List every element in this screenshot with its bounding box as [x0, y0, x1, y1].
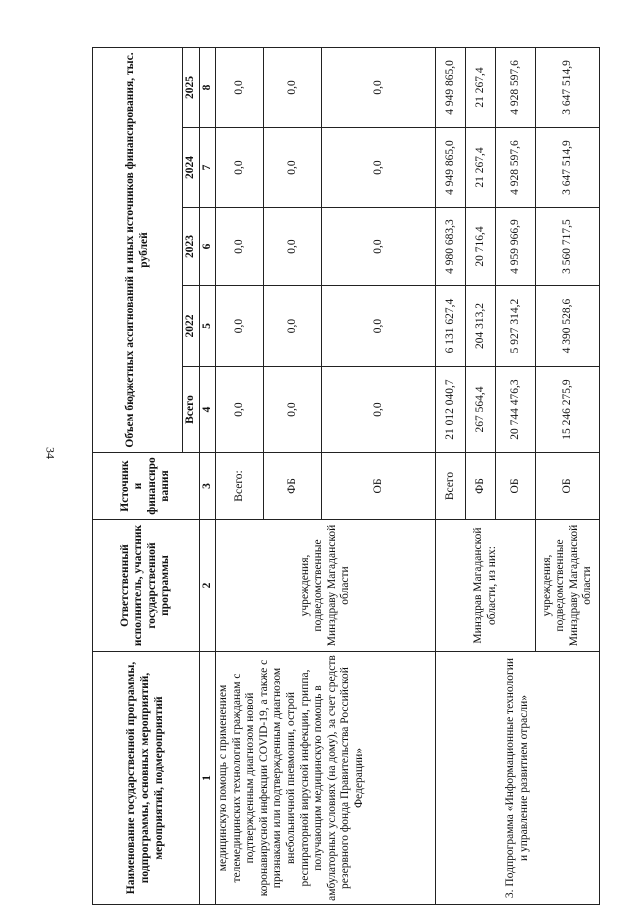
- source-cell: ОБ: [536, 453, 600, 520]
- value-cell: 4 928 597,6: [496, 128, 536, 208]
- program-name-cell: медицинскую помощь с применением телемедицинских технологий гражданам с подтвержденным диагнозом новой коронавирусной инфекции COVID-19, а также с признаками или подтвержденным диагнозом внебольничной пневмонии, острой респираторной вирусной инфекции, гриппа, получающим медицинскую помощь в амбулаторных условиях (на дому), за счет средств резервного фонда Правительства Российской Федерации»: [216, 652, 436, 905]
- value-cell: 0,0: [322, 367, 436, 453]
- rotated-table-container: [92, 48, 594, 905]
- col-number: 4: [199, 367, 216, 453]
- col-number: 5: [199, 286, 216, 367]
- value-cell: 3 647 514,9: [536, 128, 600, 208]
- header-finance-group: Объем бюджетных ассигнований и иных источников финансирования, тыс. рублей: [93, 47, 183, 452]
- col-number: 2: [199, 520, 216, 652]
- value-cell: 0,0: [264, 128, 322, 208]
- value-cell: 0,0: [216, 367, 264, 453]
- value-cell: 20 744 476,3: [496, 367, 536, 453]
- value-cell: 0,0: [264, 286, 322, 367]
- value-cell: 6 131 627,4: [436, 286, 466, 367]
- col-number: 6: [199, 208, 216, 286]
- subprogram-name-cell: 3. Подпрограмма «Информационные технологии и управление развитием отрасли»: [436, 652, 600, 905]
- value-cell: 0,0: [216, 286, 264, 367]
- value-cell: 5 927 314,2: [496, 286, 536, 367]
- col-number: 3: [199, 453, 216, 520]
- header-2024: 2024: [183, 128, 200, 208]
- value-cell: 0,0: [216, 208, 264, 286]
- value-cell: 3 647 514,9: [536, 47, 600, 127]
- value-cell: 0,0: [264, 47, 322, 127]
- executor-cell: учреждения, подведомственные Минздраву Магаданской области: [216, 520, 436, 652]
- page-number: 34: [43, 447, 58, 459]
- table-row: [216, 47, 264, 904]
- table-row: [436, 47, 466, 904]
- header-source: Источник и финансиро вания: [93, 453, 200, 520]
- header-2025: 2025: [183, 47, 200, 127]
- executor-cell: учреждения, подведомственные Минздраву Магаданской области: [536, 520, 600, 652]
- header-name: Наименование государственной программы, подпрограммы, основных мероприятий, мероприятий, подмероприятий: [93, 652, 200, 905]
- financing-table: [92, 47, 600, 905]
- value-cell: 0,0: [322, 286, 436, 367]
- header-total: Всего: [183, 367, 200, 453]
- value-cell: 21 012 040,7: [436, 367, 466, 453]
- source-cell: ФБ: [264, 453, 322, 520]
- header-2023: 2023: [183, 208, 200, 286]
- col-number: 7: [199, 128, 216, 208]
- executor-cell: Минздрав Магаданской области, из них:: [436, 520, 536, 652]
- col-number: 8: [199, 47, 216, 127]
- value-cell: 4 959 966,9: [496, 208, 536, 286]
- value-cell: 4 390 528,6: [536, 286, 600, 367]
- value-cell: 4 949 865,0: [436, 128, 466, 208]
- value-cell: 204 313,2: [466, 286, 496, 367]
- value-cell: 0,0: [322, 47, 436, 127]
- value-cell: 4 980 683,3: [436, 208, 466, 286]
- value-cell: 0,0: [322, 128, 436, 208]
- header-executor: Ответственный исполнитель, участник государственной программы: [93, 520, 200, 652]
- value-cell: 20 716,4: [466, 208, 496, 286]
- source-cell: ОБ: [496, 453, 536, 520]
- value-cell: 0,0: [322, 208, 436, 286]
- value-cell: 0,0: [264, 208, 322, 286]
- value-cell: 21 267,4: [466, 128, 496, 208]
- header-2022: 2022: [183, 286, 200, 367]
- source-cell: Всего: [436, 453, 466, 520]
- value-cell: 267 564,4: [466, 367, 496, 453]
- source-cell: ФБ: [466, 453, 496, 520]
- value-cell: 15 246 275,9: [536, 367, 600, 453]
- value-cell: 4 949 865,0: [436, 47, 466, 127]
- column-numbers-row: [199, 47, 216, 904]
- value-cell: 21 267,4: [466, 47, 496, 127]
- source-cell: Всего:: [216, 453, 264, 520]
- source-cell: ОБ: [322, 453, 436, 520]
- value-cell: 3 560 717,5: [536, 208, 600, 286]
- value-cell: 0,0: [216, 128, 264, 208]
- value-cell: 0,0: [264, 367, 322, 453]
- value-cell: 4 928 597,6: [496, 47, 536, 127]
- col-number: 1: [199, 652, 216, 905]
- value-cell: 0,0: [216, 47, 264, 127]
- header-row: [93, 47, 183, 904]
